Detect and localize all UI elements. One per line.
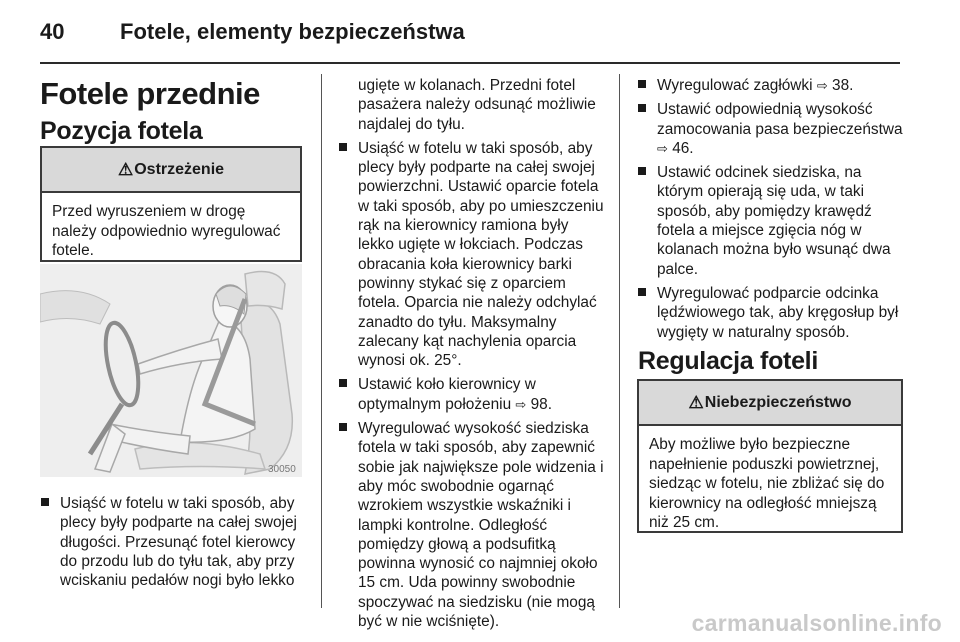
page-reference[interactable]: 38. (832, 77, 854, 94)
list-item (338, 139, 608, 371)
list-item-text: Ustawić odpowiednią wysokość zamocowania pasa bezpieczeństwa (657, 101, 903, 138)
danger-text: Aby możliwe było bezpieczne napełnienie poduszki powietrznej, siedząc w fotelu, nie zbliżać się do kierownicy na odległość mniejszą niż 25 cm. (649, 436, 885, 531)
warning-header (42, 148, 300, 193)
column-divider (619, 74, 620, 608)
bullet-marker (41, 498, 49, 506)
list-item (338, 419, 608, 631)
warning-triangle-icon: ⚠ (117, 159, 134, 179)
page-number: 40 (40, 19, 65, 44)
page-reference[interactable]: 46. (672, 139, 694, 157)
running-header-title: Fotele, elementy bezpieczeństwa (120, 19, 465, 44)
list-item (40, 494, 310, 590)
list-item-text: Wyregulować zagłówki (657, 77, 813, 94)
column-divider (321, 74, 322, 608)
danger-header (639, 381, 901, 426)
danger-title: Niebezpieczeństwo (704, 393, 852, 411)
list-item-text: Ustawić koło kierownicy w optymalnym położeniu (358, 376, 536, 413)
list-item (637, 100, 905, 158)
warning-text: Przed wyruszeniem w drogę należy odpowiednio wyregulować fotele. (52, 203, 281, 259)
col1-bullet-list (40, 494, 310, 590)
subsection-title-adjustment: Regulacja foteli (638, 347, 818, 375)
bullet-marker (638, 104, 646, 112)
list-item-text: Ustawić odcinek siedziska, na którym opierają się uda, w taki sposób, aby pomiędzy krawędź fotela a miejsce zgięcia nóg w kolanach można było wsunąć dwa palce. (657, 164, 891, 278)
page-reference[interactable]: 98. (530, 395, 553, 413)
list-item (338, 375, 608, 414)
subsection-title: Pozycja fotela (40, 117, 203, 145)
list-item-text: Usiąść w fotelu w taki sposób, aby plecy były podparte na całej swojej długości. Przesunąć fotel kierowcy do przodu lub do tyłu tak, aby przy wciskaniu pedałów nogi było lekko (60, 495, 297, 590)
list-item-text: Wyregulować podparcie odcinka lędźwiowego tak, aby kręgosłup był wygięty w naturalny sposób. (657, 284, 899, 341)
section-title: Fotele przednie (40, 76, 260, 111)
list-item (637, 163, 905, 279)
list-item (637, 76, 905, 95)
warning-box (40, 146, 302, 262)
warning-triangle-icon: ⚠ (688, 392, 704, 412)
page-reference-arrow-icon: ⇨ (816, 78, 828, 93)
continuation-text: ugięte w kolanach. Przedni fotel pasażera należy odsunąć możliwie najdalej do tyłu. (358, 77, 596, 133)
danger-box (637, 379, 903, 533)
bullet-marker (339, 379, 347, 387)
watermark: carmanualsonline.info (691, 610, 942, 636)
list-item-text: Usiąść w fotelu w taki sposób, aby plecy były podparte na całej swojej powierzchni. Ustawić oparcie fotela w taki sposób, aby po umieszczeniu rąk na kierownicy ramiona były lekko ugięte w łokciach. Podczas obracania koła kierownicy barki powinny stykać się z oparciem fotela. Oparcia nie należy odchylać zanadto do tyłu. Maksymalny zalecany kąt nachylenia oparcia wynosi ok. 25°. (358, 139, 604, 370)
col3-bullet-list (637, 76, 905, 342)
bullet-marker (638, 80, 646, 88)
list-item-text: Wyregulować wysokość siedziska fotela w taki sposób, aby zapewnić sobie jak największe pole widzenia i aby móc swobodnie ogarnąć wzrokiem wszystkie wskaźniki i lampki kontrolne. Odległość pomiędzy głową a podsufitką powinna wynosić co najmniej około 15 cm. Uda powinny swobodnie spoczywać na siedzisku (nie mogą być w nie wciśnięte). (358, 420, 604, 631)
header-divider (40, 62, 900, 64)
col2-text (338, 76, 608, 631)
seat-position-illustration (40, 264, 302, 477)
warning-title: Ostrzeżenie (134, 160, 225, 178)
bullet-marker (339, 423, 347, 431)
page-reference-arrow-icon: ⇨ (515, 396, 527, 412)
figure-number: 30050 (268, 464, 296, 475)
page-reference-arrow-icon: ⇨ (657, 140, 668, 156)
bullet-marker (339, 143, 347, 151)
driver-seating-figure (40, 264, 302, 477)
bullet-marker (638, 288, 646, 296)
bullet-marker (638, 167, 646, 175)
list-item (637, 284, 905, 342)
